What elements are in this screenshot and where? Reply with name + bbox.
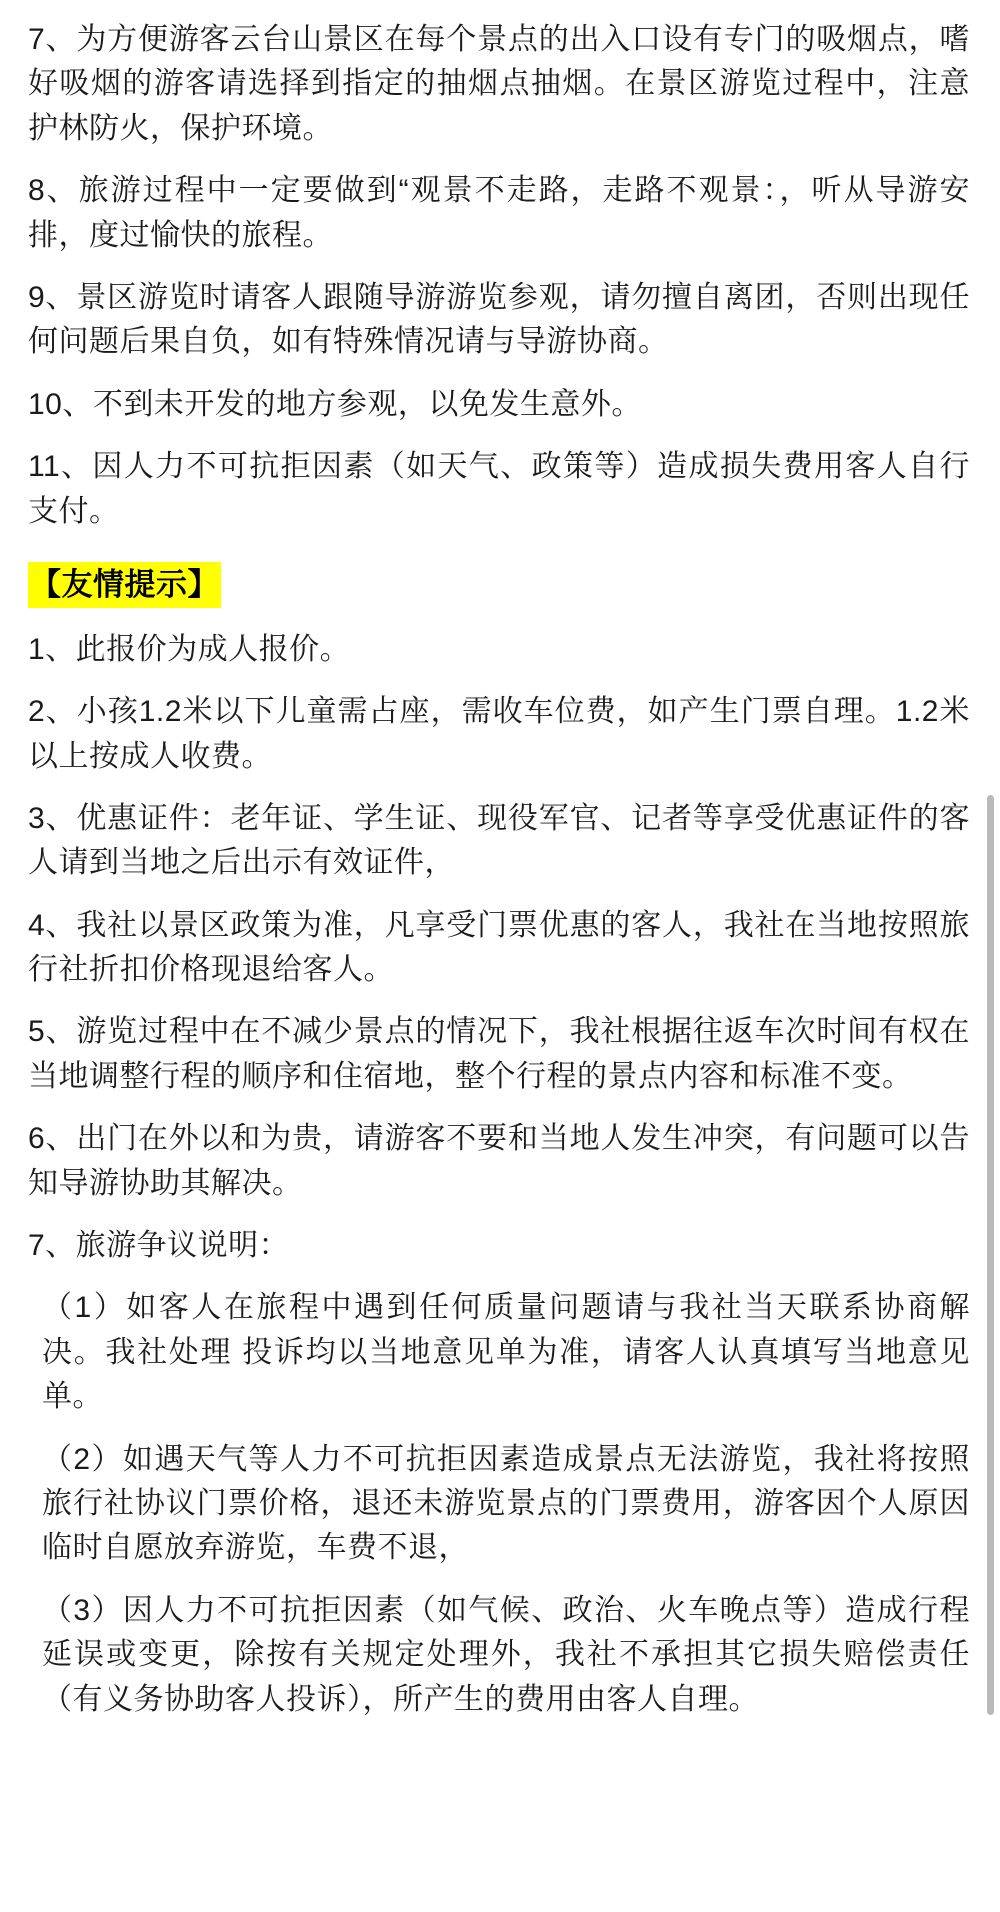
tip-paragraph: 6、出门在外以和为贵，请游客不要和当地人发生冲突，有问题可以告知导游协助其解决。 <box>28 1122 970 1200</box>
tip-paragraph: 3、优惠证件：老年证、学生证、现役军官、记者等享受优惠证件的客人请到当地之后出示有效证件， <box>28 801 970 880</box>
section-title-friendly-tips: 【友情提示】 <box>28 562 221 608</box>
notice-paragraph: 7、为方便游客云台山景区在每个景点的出入口设有专门的吸烟点，嗜好吸烟的游客请选择到指定的抽烟点抽烟。在景区游览过程中，注意护林防火，保护环境。 <box>28 23 970 145</box>
dispute-paragraph: （3）因人力不可抗拒因素（如气候、政治、火车晚点等）造成行程延误或变更，除按有关规定处理外，我社不承担其它损失赔偿责任（有义务协助客人投诉），所产生的费用由客人自理。 <box>42 1593 970 1716</box>
tip-paragraph: 5、游览过程中在不减少景点的情况下，我社根据往返车次时间有权在当地调整行程的顺序和住宿地，整个行程的景点内容和标准不变。 <box>28 1015 970 1093</box>
tip-paragraph: 7、旅游争议说明： <box>28 1229 290 1263</box>
notice-paragraph: 8、旅游过程中一定要做到“观景不走路，走路不观景：，听从导游安排，度过愉快的旅程。 <box>28 174 970 252</box>
dispute-paragraph: （2）如遇天气等人力不可抗拒因素造成景点无法游览，我社将按照旅行社协议门票价格，退还未游览景点的门票费用，游客因个人原因临时自愿放弃游览，车费不退， <box>42 1442 970 1565</box>
dispute-paragraph: （1）如客人在旅程中遇到任何质量问题请与我社当天联系协商解决。我社处理 投诉均以当地意见单为准，请客人认真填写当地意见单。 <box>42 1291 970 1414</box>
scrollbar[interactable] <box>987 795 994 1715</box>
tip-paragraph: 2、小孩1.2米以下儿童需占座，需收车位费，如产生门票自理。1.2米以上按成人收费。 <box>28 695 970 773</box>
notice-paragraph: 10、不到未开发的地方参观，以免发生意外。 <box>28 387 642 421</box>
scrollbar-thumb[interactable] <box>987 795 994 1715</box>
tip-paragraph: 4、我社以景区政策为准，凡享受门票优惠的客人，我社在当地按照旅行社折扣价格现退给客人。 <box>28 908 970 987</box>
tip-paragraph: 1、此报价为成人报价。 <box>28 632 351 666</box>
notice-paragraph: 11、因人力不可抗拒因素（如天气、政策等）造成损失费用客人自行支付。 <box>28 450 970 528</box>
notice-paragraph: 9、景区游览时请客人跟随导游游览参观，请勿擅自离团，否则出现任何问题后果自负，如有特殊情况请与导游协商。 <box>28 280 970 359</box>
section-title-wrap <box>28 552 970 628</box>
